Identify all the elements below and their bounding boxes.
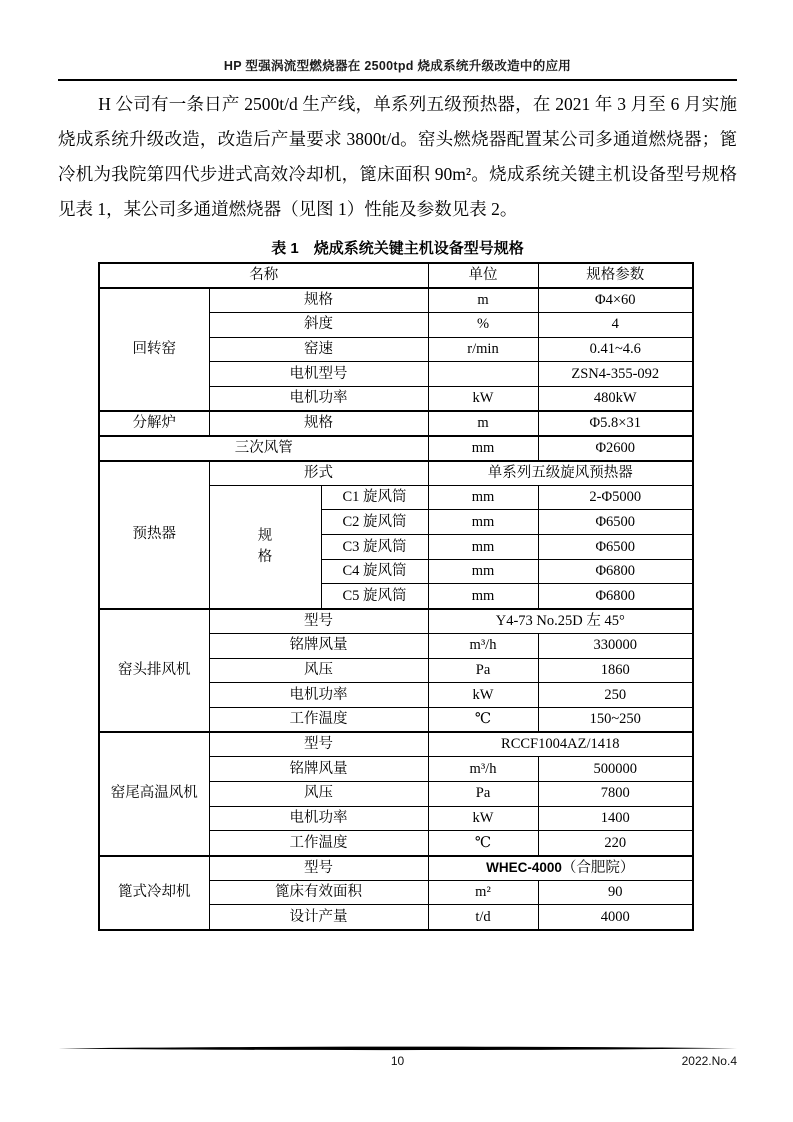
table-cell: r/min	[428, 337, 538, 362]
table-cell: 型号	[209, 732, 428, 757]
table-row	[99, 732, 693, 757]
footer-rule	[58, 1045, 737, 1052]
table-cell: %	[428, 312, 538, 337]
table-cell: 330000	[538, 633, 693, 658]
table-cell: Φ2600	[538, 436, 693, 461]
table-cell: Y4-73 No.25D 左 45°	[428, 609, 693, 634]
table-row	[99, 609, 693, 634]
table-cell: RCCF1004AZ/1418	[428, 732, 693, 757]
table-row	[99, 263, 693, 288]
spec-table	[98, 262, 694, 931]
table-caption: 表 1 烧成系统关键主机设备型号规格	[271, 240, 524, 257]
table-cell: 电机型号	[209, 362, 428, 387]
group-kiln-head-fan: 窑头排风机	[99, 609, 209, 732]
table-cell	[428, 362, 538, 387]
table-cell: 设计产量	[209, 905, 428, 930]
running-header-title: HP 型强涡流型燃烧器在 2500tpd 烧成系统升级改造中的应用	[223, 59, 572, 73]
group-grate-cooler: 篦式冷却机	[99, 856, 209, 930]
table-cell: m³/h	[428, 633, 538, 658]
group-kiln-tail-fan: 窑尾高温风机	[99, 732, 209, 855]
table-cell: ℃	[428, 831, 538, 856]
table-cell: Φ5.8×31	[538, 411, 693, 436]
table-cell: 篦床有效面积	[209, 880, 428, 905]
table-row	[99, 288, 693, 313]
table-cell: mm	[428, 584, 538, 609]
table-cell: Φ6800	[538, 559, 693, 584]
table-cell: 工作温度	[209, 707, 428, 732]
table-row	[99, 461, 693, 486]
table-cell: 斜度	[209, 312, 428, 337]
table-cell: 窑速	[209, 337, 428, 362]
table-cell: 铭牌风量	[209, 757, 428, 782]
table-cell: 规格参数	[538, 263, 693, 288]
table-cell: 风压	[209, 781, 428, 806]
group-calciner: 分解炉	[99, 411, 209, 436]
table-cell: 单系列五级旋风预热器	[428, 461, 693, 486]
table-row	[99, 436, 693, 461]
table-row	[99, 856, 693, 881]
group-rotary-kiln: 回转窑	[99, 288, 209, 411]
table-cell: 1860	[538, 658, 693, 683]
table-cell: mm	[428, 436, 538, 461]
body-paragraph: H 公司有一条日产 2500t/d 生产线，单系列五级预热器，在 2021 年 3 月至 6 月实施烧成系统升级改造，改造后产量要求 3800t/d。窑头燃烧器配置某公司多通道燃烧器；篦冷机为我院第四代步进式高效冷却机，篦床面积 90m²。烧成系统关键主机设备型号规格见表 1，某公司多通道燃烧器（见图 1）性能及参数见表 2。	[58, 94, 737, 219]
table-cell: 形式	[209, 461, 428, 486]
table-cell: 工作温度	[209, 831, 428, 856]
table-cell: 2-Φ5000	[538, 485, 693, 510]
page-number: 10	[390, 1054, 405, 1068]
table-cell: kW	[428, 386, 538, 411]
table-cell: 1400	[538, 806, 693, 831]
table-cell: Φ6500	[538, 535, 693, 560]
table-cell: 4000	[538, 905, 693, 930]
group-tertiary-air-duct: 三次风管	[99, 436, 428, 461]
table-row	[99, 411, 693, 436]
table-cell: WHEC-4000（合肥院）	[428, 856, 693, 881]
table-cell: kW	[428, 683, 538, 708]
table-cell: 铭牌风量	[209, 633, 428, 658]
table-cell: 单位	[428, 263, 538, 288]
table-cell: m³/h	[428, 757, 538, 782]
table-cell: 规格	[209, 288, 428, 313]
table-cell: C2 旋风筒	[321, 510, 428, 535]
table-cell: 电机功率	[209, 806, 428, 831]
table-cell: mm	[428, 535, 538, 560]
table-cell: Φ6800	[538, 584, 693, 609]
table-cell: C5 旋风筒	[321, 584, 428, 609]
table-cell: 名称	[99, 263, 428, 288]
table-cell: 风压	[209, 658, 428, 683]
table-cell: C3 旋风筒	[321, 535, 428, 560]
group-preheater: 预热器	[99, 461, 209, 609]
table-cell: mm	[428, 485, 538, 510]
table-cell: 500000	[538, 757, 693, 782]
table-cell: 规格	[209, 411, 428, 436]
table-cell: 90	[538, 880, 693, 905]
table-cell: 220	[538, 831, 693, 856]
table-cell: Pa	[428, 781, 538, 806]
table-cell: 150~250	[538, 707, 693, 732]
table-cell: C1 旋风筒	[321, 485, 428, 510]
table-cell: m²	[428, 880, 538, 905]
table-cell: kW	[428, 806, 538, 831]
spec-table-body	[99, 263, 693, 930]
table-cell: Pa	[428, 658, 538, 683]
table-cell: ZSN4-355-092	[538, 362, 693, 387]
table-cell: mm	[428, 510, 538, 535]
table-cell: 4	[538, 312, 693, 337]
table-cell: 型号	[209, 609, 428, 634]
header-rule	[58, 79, 737, 81]
table-cell: ℃	[428, 707, 538, 732]
table-cell: Φ4×60	[538, 288, 693, 313]
table-cell: 7800	[538, 781, 693, 806]
table-cell: 0.41~4.6	[538, 337, 693, 362]
table-cell: 电机功率	[209, 386, 428, 411]
issue-label: 2022.No.4	[681, 1054, 737, 1068]
table-cell: 规 格	[209, 485, 321, 608]
table-cell: 250	[538, 683, 693, 708]
table-cell: 型号	[209, 856, 428, 881]
table-cell: Φ6500	[538, 510, 693, 535]
table-cell: 480kW	[538, 386, 693, 411]
table-cell: 电机功率	[209, 683, 428, 708]
table-cell: m	[428, 288, 538, 313]
table-cell: C4 旋风筒	[321, 559, 428, 584]
table-wrap	[98, 262, 694, 931]
table-cell: t/d	[428, 905, 538, 930]
table-cell: m	[428, 411, 538, 436]
table-cell: mm	[428, 559, 538, 584]
